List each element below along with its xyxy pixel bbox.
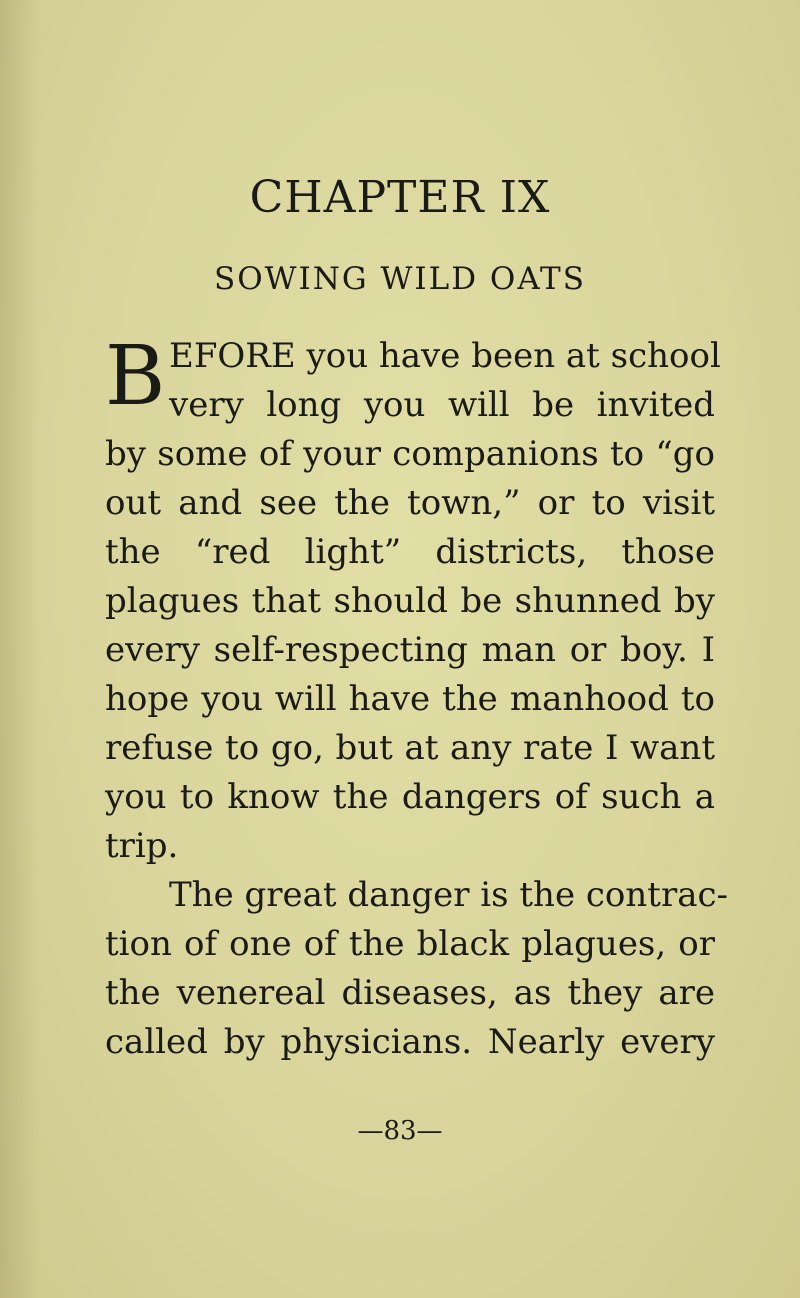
text-line: very long you will be invited	[169, 385, 715, 425]
page-number: —83—	[357, 1116, 443, 1146]
text-line: tion of one of the black plagues, or	[105, 924, 715, 964]
text-line: called by physicians. Nearly every	[105, 1022, 715, 1062]
text-line: the venereal diseases, as they are	[105, 973, 715, 1013]
text-line: every self-respecting man or boy. I	[105, 630, 715, 670]
text-line: refuse to go, but at any rate I want	[105, 728, 715, 768]
chapter-title: CHAPTER IX	[249, 172, 551, 223]
text-line: you to know the dangers of such a	[105, 777, 715, 817]
text-line: EFORE you have been at school	[169, 336, 721, 376]
chapter-subtitle: SOWING WILD OATS	[214, 261, 586, 297]
text-line: trip.	[105, 826, 179, 866]
text-line: by some of your companions to “go	[105, 434, 715, 474]
drop-cap: B	[105, 329, 166, 424]
text-line: the “red light” districts, those	[105, 532, 715, 572]
text-line: out and see the town,” or to visit	[105, 483, 715, 523]
text-line: The great danger is the contrac-	[169, 875, 729, 915]
text-line: plagues that should be shunned by	[105, 581, 715, 621]
text-line: hope you will have the manhood to	[105, 679, 715, 719]
